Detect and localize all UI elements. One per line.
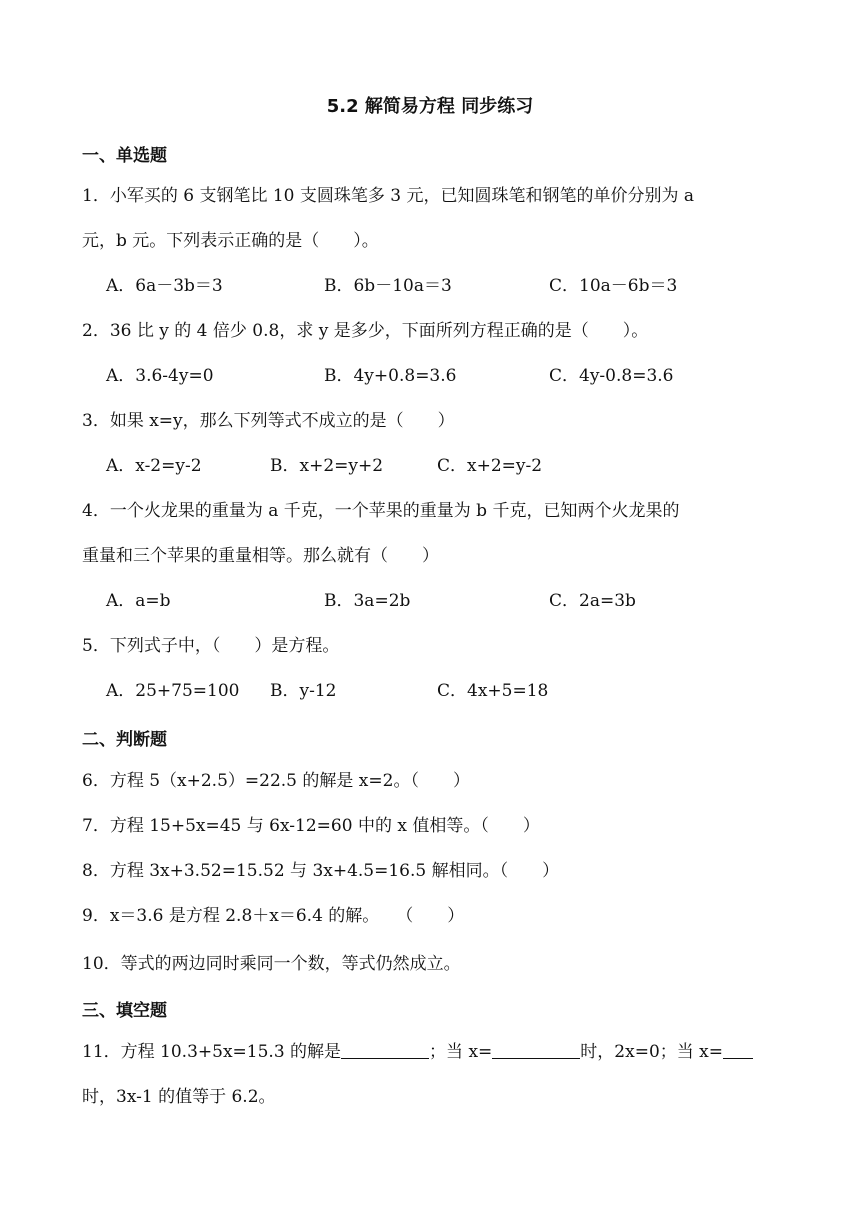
question-5-option-b: B．y-12 <box>270 681 337 701</box>
question-9: 9．x＝3.6 是方程 2.8＋x＝6.4 的解。 （ ） <box>82 906 465 926</box>
question-3-option-c: C．x+2=y-2 <box>437 456 543 476</box>
question-11-text-part-2: ；当 x= <box>429 1042 493 1062</box>
question-11-line-2: 时，3x-1 的值等于 6.2。 <box>82 1087 276 1107</box>
question-4-line-1: 4．一个火龙果的重量为 a 千克，一个苹果的重量为 b 千克，已知两个火龙果的 <box>82 501 680 521</box>
question-3-line-1: 3．如果 x=y，那么下列等式不成立的是（ ） <box>82 411 455 431</box>
section-heading-single-choice: 一、单选题 <box>82 146 167 166</box>
question-11-line-1 <box>82 1041 782 1063</box>
section-heading-fill-blank: 三、填空题 <box>82 1001 167 1021</box>
question-4-option-b: B．3a=2b <box>324 591 411 611</box>
question-2-option-c: C．4y-0.8=3.6 <box>549 366 674 386</box>
page-title: 5.2 解简易方程 同步练习 <box>326 96 534 117</box>
question-5-option-c: C．4x+5=18 <box>437 681 549 701</box>
question-1-line-1: 1．小军买的 6 支钢笔比 10 支圆珠笔多 3 元，已知圆珠笔和钢笔的单价分别为 a <box>82 186 695 206</box>
question-1-option-b: B．6b－10a＝3 <box>324 276 452 296</box>
answer-blank-1[interactable] <box>341 1042 429 1059</box>
question-4-option-a: A．a=b <box>106 591 171 611</box>
question-2-line-1: 2．36 比 y 的 4 倍少 0.8，求 y 是多少，下面所列方程正确的是（ ）。 <box>82 321 649 341</box>
question-3-option-a: A．x-2=y-2 <box>106 456 202 476</box>
question-11-text-part-3: 时，2x=0；当 x= <box>580 1042 723 1062</box>
question-11-text-part-1: 11．方程 10.3+5x=15.3 的解是 <box>82 1042 342 1062</box>
question-6: 6．方程 5（x+2.5）=22.5 的解是 x=2。（ ） <box>82 771 470 791</box>
question-1-option-a: A．6a－3b＝3 <box>106 276 223 296</box>
question-10: 10．等式的两边同时乘同一个数，等式仍然成立。 <box>82 954 461 974</box>
answer-blank-3[interactable] <box>723 1042 753 1059</box>
answer-blank-2[interactable] <box>492 1042 580 1059</box>
question-4-line-2: 重量和三个苹果的重量相等。那么就有（ ） <box>82 546 439 566</box>
section-heading-true-false: 二、判断题 <box>82 730 167 750</box>
question-5-option-a: A．25+75=100 <box>106 681 240 701</box>
question-8: 8．方程 3x+3.52=15.52 与 3x+4.5=16.5 解相同。（ ） <box>82 861 560 881</box>
question-4-option-c: C．2a=3b <box>549 591 636 611</box>
question-7: 7．方程 15+5x=45 与 6x-12=60 中的 x 值相等。（ ） <box>82 816 540 836</box>
question-1-line-2: 元，b 元。下列表示正确的是（ ）。 <box>82 231 379 251</box>
question-2-option-b: B．4y+0.8=3.6 <box>324 366 457 386</box>
question-1-option-c: C．10a－6b＝3 <box>549 276 678 296</box>
question-3-option-b: B．x+2=y+2 <box>270 456 384 476</box>
question-5-line-1: 5．下列式子中，（ ）是方程。 <box>82 636 340 656</box>
question-2-option-a: A．3.6-4y=0 <box>106 366 214 386</box>
